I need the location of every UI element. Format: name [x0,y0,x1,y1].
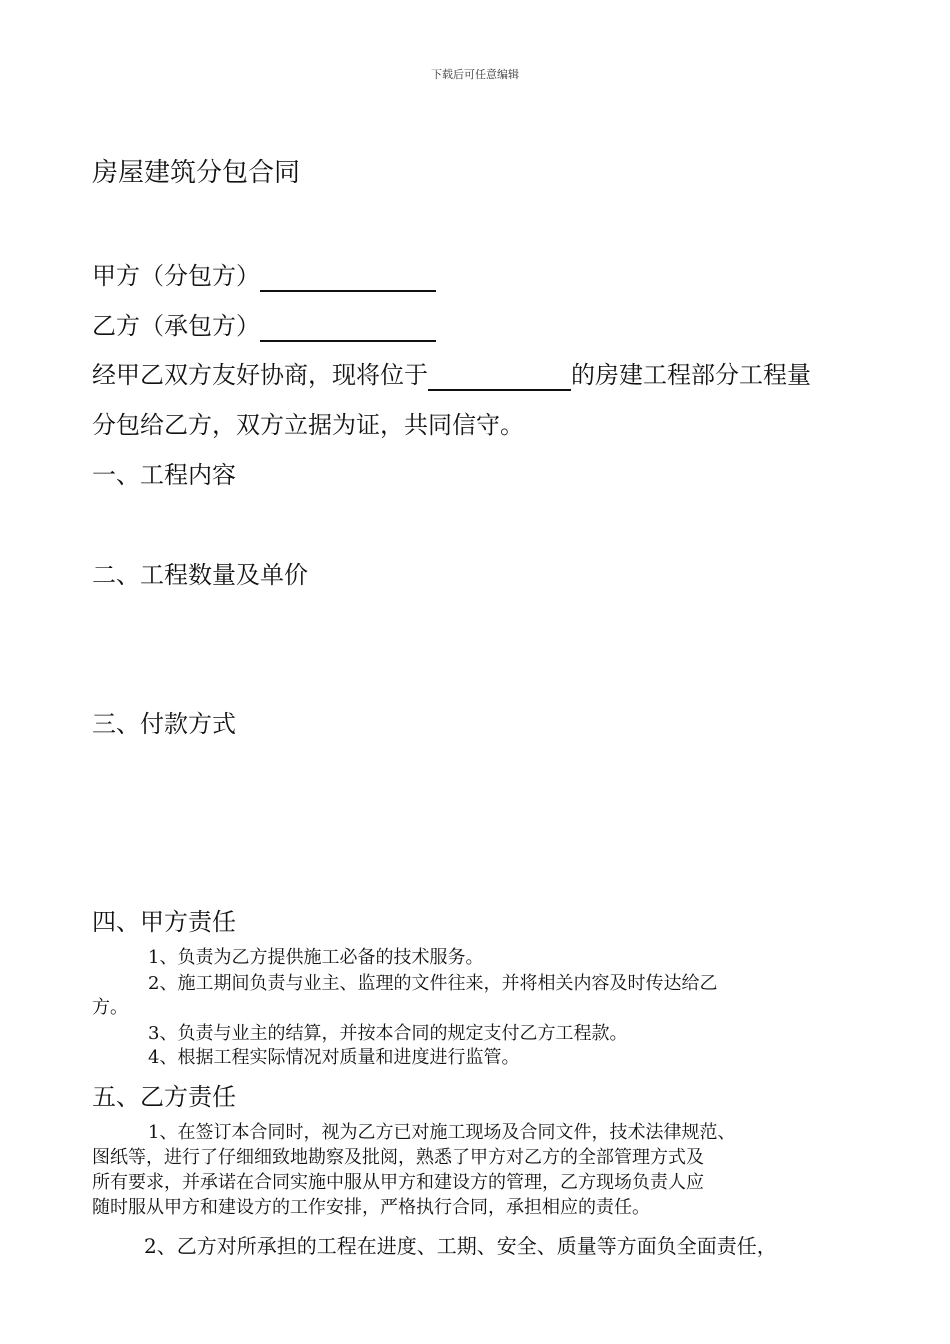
section-quantity-price: 二、工程数量及单价 [92,561,308,589]
party-a-duty-2-cont: 方。 [92,997,128,1018]
party-b-label: 乙方（承包方） [92,312,260,340]
section-payment: 三、付款方式 [92,710,236,738]
section-party-b-duties: 五、乙方责任 [92,1083,236,1111]
download-note: 下载后可任意编辑 [431,68,519,81]
party-b-duty-2: 2、乙方对所承担的工程在进度、工期、安全、质量等方面负全面责任， [144,1234,777,1258]
intro-line-1 [92,355,811,391]
party-a-blank[interactable] [260,262,436,292]
party-a-duty-1: 1、负责为乙方提供施工必备的技术服务。 [148,947,484,968]
party-b-duty-1-line-1: 1、在签订本合同时，视为乙方已对施工现场及合同文件，技术法律规范、 [148,1122,736,1143]
party-b-duty-1-line-4: 随时服从甲方和建设方的工作安排，严格执行合同，承担相应的责任。 [92,1197,650,1218]
intro-line-2: 分包给乙方，双方立据为证，共同信守。 [92,411,524,439]
party-a-duty-2: 2、施工期间负责与业主、监理的文件往来，并将相关内容及时传达给乙 [148,973,718,994]
party-a-label: 甲方（分包方） [92,262,260,290]
document-title: 房屋建筑分包合同 [92,158,301,188]
section-work-content: 一、工程内容 [92,461,236,489]
section-party-a-duties: 四、甲方责任 [92,908,236,936]
party-a-duty-3: 3、负责与业主的结算，并按本合同的规定支付乙方工程款。 [148,1023,628,1044]
party-a-duty-4: 4、根据工程实际情况对质量和进度进行监管。 [148,1047,520,1068]
party-b-duty-1-line-3: 所有要求，并承诺在合同实施中服从甲方和建设方的管理，乙方现场负责人应 [92,1172,704,1193]
party-a-line [92,256,436,292]
intro-text-a: 经甲乙双方友好协商，现将位于 [92,361,428,389]
party-b-blank[interactable] [260,312,436,342]
party-b-duty-1-line-2: 图纸等，进行了仔细细致地勘察及批阅，熟悉了甲方对乙方的全部管理方式及 [92,1147,704,1168]
party-b-line [92,306,436,342]
location-blank[interactable] [428,361,571,391]
intro-text-b: 的房建工程部分工程量 [571,361,811,389]
